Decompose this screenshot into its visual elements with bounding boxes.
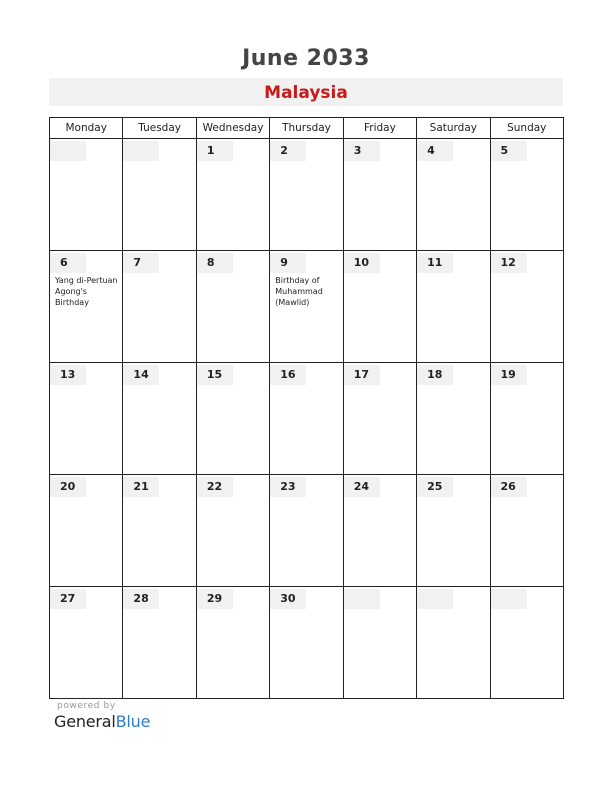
day-number: 19 [491, 365, 527, 385]
weekday-header-row [50, 118, 564, 139]
day-number: 24 [344, 477, 380, 497]
holiday-label [417, 385, 489, 387]
holiday-label: Birthday of Muhammad (Mawlid) [275, 276, 323, 307]
holiday-label [123, 609, 195, 611]
country-name: Malaysia [264, 83, 348, 103]
day-number: 9 [270, 253, 306, 273]
holiday-label [123, 385, 195, 387]
day-cell [50, 475, 123, 587]
holiday-label [123, 273, 195, 275]
day-number [417, 589, 453, 609]
holiday-label [50, 497, 122, 499]
weekday-header: Tuesday [123, 118, 196, 139]
day-cell [490, 475, 563, 587]
holiday-label [50, 385, 122, 387]
holiday-label [491, 161, 563, 163]
week-row [50, 475, 564, 587]
holiday-label [417, 497, 489, 499]
day-number: 28 [123, 589, 159, 609]
weekday-header: Saturday [417, 118, 490, 139]
weekday-header: Wednesday [196, 118, 269, 139]
day-number: 5 [491, 141, 527, 161]
day-number: 26 [491, 477, 527, 497]
day-number: 12 [491, 253, 527, 273]
holiday-label [197, 273, 269, 275]
day-cell [123, 251, 196, 363]
day-number: 18 [417, 365, 453, 385]
page-title: June 2033 [242, 46, 370, 71]
day-cell [50, 587, 123, 699]
day-number [491, 589, 527, 609]
powered-by-text: powered by [57, 701, 116, 711]
day-number: 1 [197, 141, 233, 161]
day-number: 21 [123, 477, 159, 497]
holiday-label [344, 161, 416, 163]
brand-general: General [54, 712, 116, 731]
holiday-label [197, 609, 269, 611]
day-cell [417, 139, 490, 251]
day-cell [123, 363, 196, 475]
day-number: 29 [197, 589, 233, 609]
week-row [50, 587, 564, 699]
holiday-label [417, 161, 489, 163]
day-number: 6 [50, 253, 86, 273]
day-cell [270, 363, 343, 475]
day-number: 23 [270, 477, 306, 497]
day-cell [270, 587, 343, 699]
holiday-label [270, 161, 342, 163]
holiday-label [123, 497, 195, 499]
day-cell [417, 475, 490, 587]
day-cell [196, 251, 269, 363]
day-cell [343, 139, 416, 251]
generalblue-logo[interactable] [54, 712, 150, 731]
day-number: 4 [417, 141, 453, 161]
day-number [344, 589, 380, 609]
holiday-label [270, 609, 342, 611]
day-number: 3 [344, 141, 380, 161]
holiday-label [50, 609, 122, 611]
day-number: 30 [270, 589, 306, 609]
day-number: 10 [344, 253, 380, 273]
day-cell [270, 139, 343, 251]
holiday-label [491, 385, 563, 387]
holiday-label [491, 497, 563, 499]
day-cell [123, 587, 196, 699]
day-cell [417, 587, 490, 699]
weekday-header: Monday [50, 118, 123, 139]
day-cell [50, 363, 123, 475]
day-cell [490, 251, 563, 363]
day-number: 20 [50, 477, 86, 497]
week-row [50, 363, 564, 475]
day-cell [196, 475, 269, 587]
week-row [50, 251, 564, 363]
day-number [50, 141, 86, 161]
day-cell [343, 251, 416, 363]
day-cell [343, 363, 416, 475]
day-number: 27 [50, 589, 86, 609]
holiday-label [197, 161, 269, 163]
weekday-header: Thursday [270, 118, 343, 139]
day-cell [50, 251, 123, 363]
day-cell [123, 139, 196, 251]
holiday-label [123, 161, 195, 163]
holiday-label [197, 497, 269, 499]
day-number: 11 [417, 253, 453, 273]
day-number: 7 [123, 253, 159, 273]
day-cell [490, 363, 563, 475]
day-cell [270, 475, 343, 587]
week-row [50, 139, 564, 251]
holiday-label [491, 273, 563, 275]
brand-blue: Blue [115, 712, 151, 731]
holiday-label [344, 497, 416, 499]
holiday-label [344, 609, 416, 611]
day-cell [490, 587, 563, 699]
day-number: 22 [197, 477, 233, 497]
day-cell [270, 251, 343, 363]
holiday-label: Yang di-Pertuan Agong's Birthday [55, 276, 118, 307]
holiday-label [491, 609, 563, 611]
holiday-label [197, 385, 269, 387]
day-number: 17 [344, 365, 380, 385]
holiday-label [344, 385, 416, 387]
day-number: 14 [123, 365, 159, 385]
day-number: 25 [417, 477, 453, 497]
holiday-label [270, 385, 342, 387]
holiday-label [417, 273, 489, 275]
holiday-label [50, 161, 122, 163]
day-cell [490, 139, 563, 251]
country-banner [49, 78, 563, 106]
day-number [123, 141, 159, 161]
day-number: 2 [270, 141, 306, 161]
calendar-grid [49, 117, 564, 699]
holiday-label [344, 273, 416, 275]
holiday-label [417, 609, 489, 611]
day-cell [343, 587, 416, 699]
day-cell [50, 139, 123, 251]
day-cell [123, 475, 196, 587]
holiday-label [270, 497, 342, 499]
day-number: 8 [197, 253, 233, 273]
day-cell [196, 587, 269, 699]
day-cell [196, 139, 269, 251]
weekday-header: Sunday [490, 118, 563, 139]
day-cell [417, 251, 490, 363]
day-number: 16 [270, 365, 306, 385]
day-number: 15 [197, 365, 233, 385]
weekday-header: Friday [343, 118, 416, 139]
day-cell [196, 363, 269, 475]
day-cell [343, 475, 416, 587]
day-number: 13 [50, 365, 86, 385]
day-cell [417, 363, 490, 475]
